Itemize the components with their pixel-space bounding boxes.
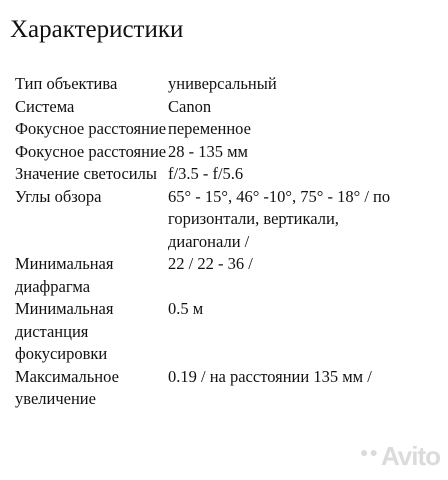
spec-row-min-aperture bbox=[15, 253, 440, 298]
spec-row-min-focus-distance bbox=[15, 298, 440, 366]
spec-row-max-magnification bbox=[15, 366, 440, 411]
spec-label: Система bbox=[15, 96, 75, 116]
spec-label: Значение светосилы bbox=[15, 164, 157, 183]
watermark-text: Avito bbox=[380, 441, 440, 471]
spec-row-lens-type bbox=[15, 73, 440, 96]
spec-value: 65° - 15°, 46° -10°, 75° - 18° / по горизонтали, вертикали, диагонали / bbox=[168, 186, 391, 251]
page-title: Характеристики bbox=[10, 16, 184, 43]
spec-label: Минимальная дистанция фокусировки bbox=[15, 299, 114, 363]
spec-label: Фокусное расстояние bbox=[15, 141, 167, 161]
spec-value: 22 / 22 - 36 / bbox=[168, 254, 253, 273]
spec-value: Canon bbox=[168, 96, 212, 116]
spec-row-system bbox=[15, 96, 440, 119]
spec-value: 28 - 135 мм bbox=[168, 141, 249, 161]
spec-row-focal-length bbox=[15, 141, 440, 164]
spec-value: f/3.5 - f/5.6 bbox=[168, 164, 244, 183]
spec-value: универсальный bbox=[168, 74, 277, 93]
spec-label: Углы обзора bbox=[15, 186, 102, 206]
spec-label: Тип объектива bbox=[15, 74, 118, 93]
spec-label: Фокусное расстояние bbox=[15, 119, 167, 138]
spec-value: переменное bbox=[168, 119, 251, 138]
watermark-logo bbox=[360, 441, 440, 472]
spec-row-focal-type bbox=[15, 118, 440, 141]
spec-value: 0.19 / на расстоянии 135 мм / bbox=[168, 366, 372, 386]
spec-value: 0.5 м bbox=[168, 299, 204, 318]
spec-table bbox=[15, 73, 440, 411]
spec-row-view-angles bbox=[15, 186, 440, 254]
spec-row-aperture bbox=[15, 163, 440, 186]
spec-label: Максимальное увеличение bbox=[15, 366, 119, 408]
watermark-dots-icon: ●● bbox=[360, 444, 379, 460]
spec-label: Минимальная диафрагма bbox=[15, 254, 114, 296]
